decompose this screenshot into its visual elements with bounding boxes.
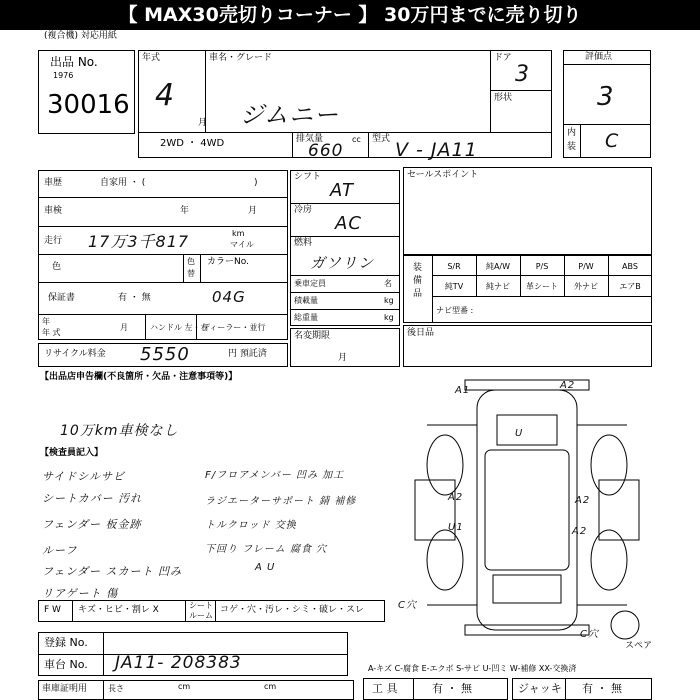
recycle-unit: 円 預託済	[228, 349, 267, 359]
cm-unit-2: cm	[264, 682, 277, 691]
fuel-value: ガソリン	[310, 254, 375, 272]
mileage-label: 走行	[44, 236, 63, 246]
shift-label: シフト	[294, 172, 322, 182]
registration-no-label: 登録 No.	[44, 636, 88, 649]
garage-cert-label: 車庫証明用	[42, 684, 88, 694]
equipment-label: 装備品	[413, 263, 423, 299]
name-label: 車名・グレード	[209, 53, 273, 63]
fuel-label: 燃料	[294, 238, 313, 248]
diagram-mark-1: A1	[455, 385, 471, 396]
car-diagram	[405, 375, 650, 645]
shape-label: 形状	[494, 93, 513, 103]
glass-label: シート	[189, 601, 213, 610]
inspector-note-1: サイドシルサビ	[42, 470, 125, 483]
load-label: 積載量	[294, 296, 318, 305]
damage-legend: A-キズ C-腐食 E-エクボ S-サビ U-凹ミ W-補修 XX-交換済	[368, 664, 577, 673]
chassis-label: 車台 No.	[44, 658, 88, 671]
diagram-mark-7: U1	[448, 522, 464, 533]
sales-point-label: セールスポイント	[407, 170, 479, 180]
doors-value: 3	[515, 62, 530, 87]
lot-label: 出品 No.	[50, 55, 98, 69]
diagram-mark-9: C穴	[580, 629, 599, 640]
diagram-mark-6: U	[515, 428, 524, 439]
displacement-value: 660	[308, 141, 344, 161]
equip-leather: 革シート	[526, 282, 558, 291]
evaluation-label: 評価点	[585, 52, 613, 62]
evaluation-score: 3	[597, 82, 615, 112]
inspector-note-right-5: A U	[255, 562, 276, 573]
load-unit: kg	[384, 296, 394, 305]
inspector-note-right-1: F/フロアメンバー 凹み 加工	[205, 470, 345, 481]
ac-value: AC	[335, 213, 362, 234]
diagram-mark-5: A2	[572, 526, 588, 537]
equip-navi: 純ナビ	[486, 282, 510, 291]
jack-label: ジャッキ	[518, 682, 562, 695]
form-top-note: (複合機) 対応用紙	[44, 31, 117, 41]
model-year-month: 月	[120, 323, 128, 332]
handle-label: ハンドル 左・右	[150, 323, 209, 332]
interior-score: C	[605, 130, 620, 152]
interior-label-2: 装	[567, 142, 577, 152]
cc-unit: cc	[352, 135, 361, 144]
equip-airbag: エアB	[619, 282, 641, 291]
mileage-value: 17万3千817	[88, 232, 190, 251]
color-no-label: カラーNo.	[207, 257, 249, 267]
lot-number: 30016	[47, 90, 130, 120]
warranty-label: 保証書	[48, 293, 76, 303]
fw-options: キズ・ヒビ・割レ X	[78, 605, 159, 615]
warranty-options: 有 ・ 無	[118, 293, 151, 303]
interior-label-1: 内	[567, 128, 577, 138]
year-value: 4	[155, 78, 176, 113]
capacity-unit: 名	[384, 279, 392, 288]
cm-unit-1: cm	[178, 682, 191, 691]
history-close: )	[254, 178, 258, 188]
inspector-note-right-4: 下回り フレーム 腐食 穴	[205, 544, 328, 555]
displacement-label: 排気量	[296, 134, 324, 144]
dealer-label: ディーラー・並行	[202, 323, 266, 332]
weight-unit: kg	[384, 313, 394, 322]
year-label: 年式	[142, 53, 161, 63]
recycle-label: リサイクル料金	[44, 349, 106, 359]
inspection-month-unit: 月	[248, 206, 258, 216]
jack-options: 有 ・ 無	[582, 682, 622, 695]
cert-length-label: 長さ	[108, 684, 124, 693]
declaration-label: 【出品店申告欄(不良箇所・欠品・注意事項等)】	[40, 372, 238, 382]
km-unit: km	[232, 229, 245, 238]
month-label: 月	[198, 118, 208, 128]
name-change-unit: 月	[338, 353, 348, 363]
equip-ext-navi: 外ナビ	[574, 282, 598, 291]
shift-value: AT	[330, 180, 354, 201]
history-options: 自家用 ・ (	[100, 178, 146, 188]
inspector-note-6: リアゲート 傷	[42, 587, 119, 600]
diagram-mark-2: A2	[560, 380, 576, 391]
model-value: V - JA11	[395, 139, 478, 161]
warranty-value: 04G	[212, 288, 246, 306]
doors-label: ドア	[494, 53, 512, 63]
weight-label: 総重量	[294, 313, 318, 322]
model-label: 型式	[372, 134, 391, 144]
fw-label: F W	[44, 605, 61, 615]
equip-abs: ABS	[622, 262, 638, 271]
stain-label: コゲ・穴・汚レ・シミ・破レ・スレ	[220, 605, 365, 615]
equip-tv: 純TV	[444, 282, 464, 291]
inspector-label: 【検査員記入】	[40, 448, 104, 458]
inspector-note-5: フェンダー スカート 凹み	[42, 565, 183, 578]
equip-alloy-wheel: 純A/W	[485, 262, 511, 271]
later-items-label: 後日品	[407, 328, 435, 338]
chassis-value: JA11- 208383	[115, 653, 242, 673]
recycle-value: 5550	[140, 344, 190, 365]
diagram-mark-4: A2	[575, 495, 591, 506]
diagram-mark-3: A2	[448, 492, 464, 503]
glass-label-2: ルーム	[189, 611, 213, 620]
drive-label: 2WD ・ 4WD	[160, 138, 225, 149]
color-change-label-1: 色	[187, 257, 195, 266]
inspector-note-3: フェンダー 板金跡	[42, 518, 142, 531]
inspection-label: 車検	[44, 206, 63, 216]
equip-pw: P/W	[578, 262, 594, 271]
ac-label: 冷房	[294, 205, 313, 215]
inspection-year-unit: 年	[180, 206, 190, 216]
inspector-note-4: ルーフ	[42, 544, 78, 557]
tools-label: 工 具	[372, 682, 398, 695]
lot-small-number: 1976	[53, 71, 74, 80]
color-change-label-2: 替	[187, 269, 195, 278]
inspector-note-right-3: トルクロッド 交換	[205, 520, 297, 531]
declaration-text: 10万km車検なし	[60, 423, 179, 439]
color-label: 色	[52, 262, 62, 272]
diagram-mark-8: C穴	[398, 600, 417, 611]
capacity-label: 乗車定員	[294, 279, 326, 288]
name-change-label: 名変期限	[294, 331, 331, 341]
equip-sr: S/R	[447, 262, 461, 271]
nav-model-label: ナビ型番 :	[436, 306, 474, 315]
equip-ps: P/S	[535, 262, 549, 271]
inspector-note-2: シートカバー 汚れ	[42, 492, 143, 505]
later-items-box	[403, 325, 652, 367]
history-label: 車歴	[44, 178, 63, 188]
banner-title: 【 MAX30売切りコーナー 】 30万円までに売り切り	[0, 0, 700, 30]
tools-options: 有 ・ 無	[432, 682, 472, 695]
mile-unit: マイル	[230, 240, 254, 249]
name-value: ジムニー	[240, 101, 340, 129]
spare-label: スペア	[625, 641, 653, 651]
model-year-label: 年 式	[42, 328, 61, 337]
inspector-note-right-2: ラジエーターサポート 錆 補修	[205, 496, 357, 507]
model-year-small: 年	[42, 317, 50, 326]
